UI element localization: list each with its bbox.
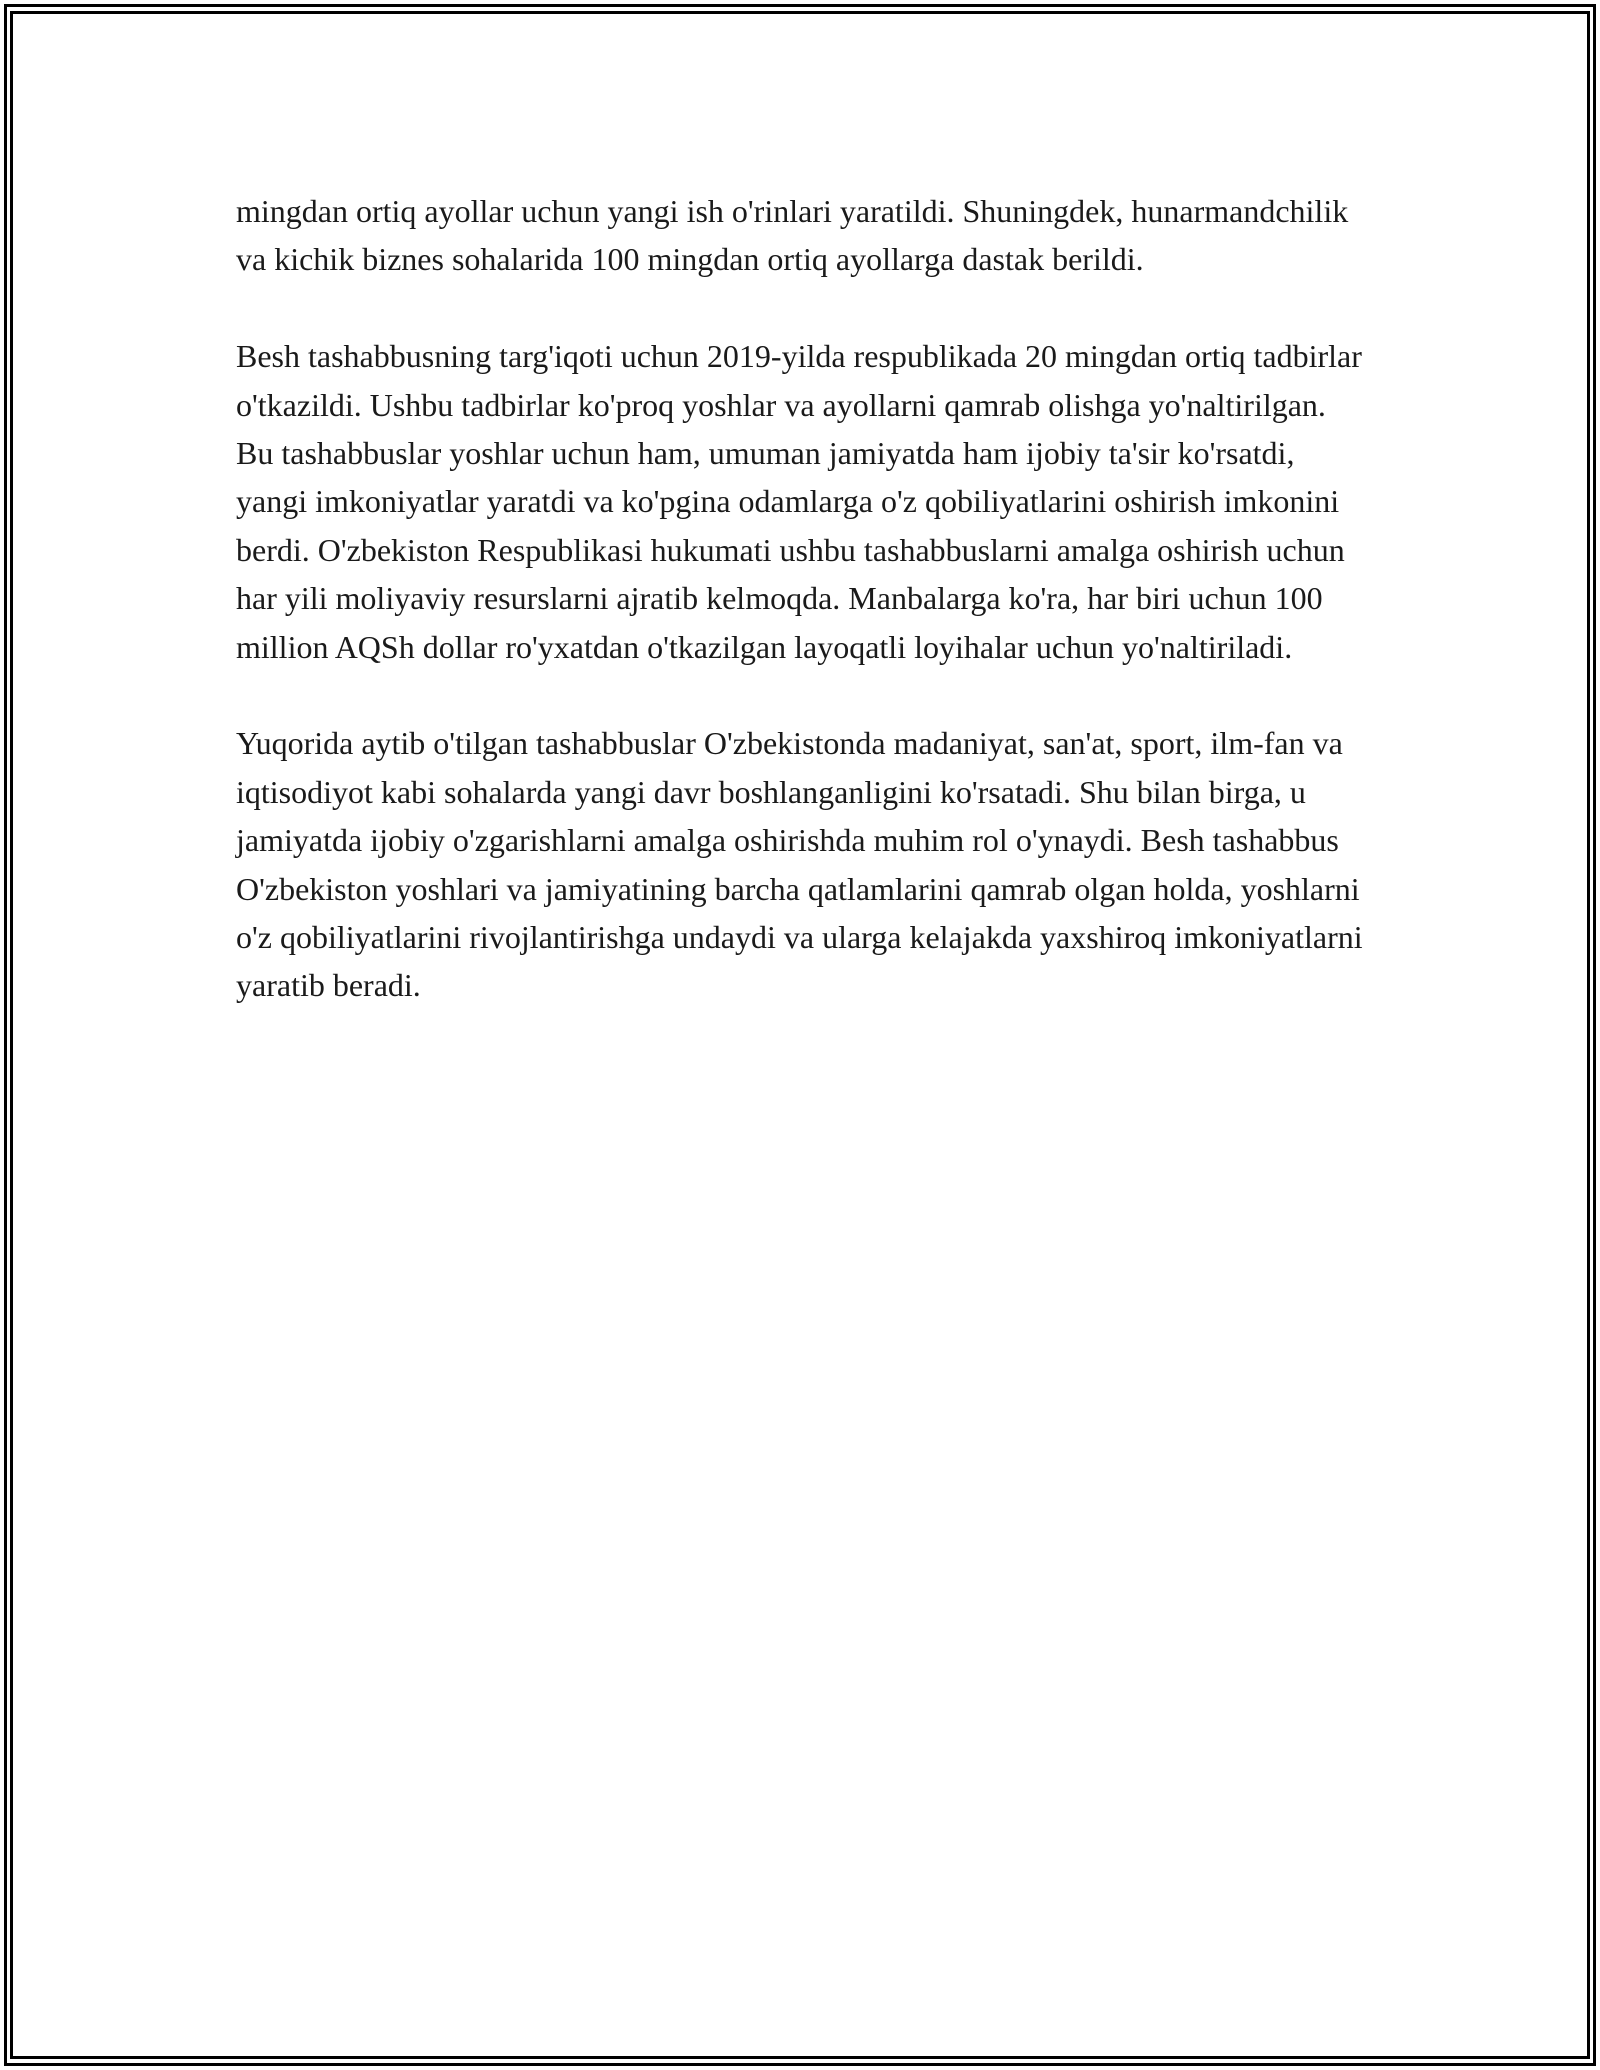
paragraph: mingdan ortiq ayollar uchun yangi ish o'rinlari yaratildi. Shuningdek, hunarmandchilik va kichik biznes sohalarida 100 mingdan ortiq ayollarga dastak berildi.: [236, 193, 1349, 278]
paragraph: Besh tashabbusning targ'iqoti uchun 2019-yilda respublikada 20 mingdan ortiq tadbirlar o'tkazildi. Ushbu tadbirlar ko'proq yoshlar va ayollarni qamrab olishga yo'naltirilgan. Bu tashabbuslar yoshlar uchun ham, umuman jamiyatda ham ijobiy ta'sir ko'rsatdi, yangi imkoniyatlar yaratdi va ko'pgina odamlarga o'z qobiliyatlarini oshirish imkonini berdi. O'zbekiston Respublikasi hukumati ushbu tashabbuslarni amalga oshirish uchun har yili moliyaviy resurslarni ajratib kelmoqda. Manbalarga ko'ra, har biri uchun 100 million AQSh dollar ro'yxatdan o'tkazilgan layoqatli loyihalar uchun yo'naltiriladi.: [236, 338, 1362, 665]
document-body: [236, 187, 1366, 1058]
paragraph: Yuqorida aytib o'tilgan tashabbuslar O'zbekistonda madaniyat, san'at, sport, ilm-fan va iqtisodiyot kabi sohalarda yangi davr boshlanganligini ko'rsatadi. Shu bilan birga, u jamiyatda ijobiy o'zgarishlarni amalga oshirishda muhim rol o'ynaydi. Besh tashabbus O'zbekiston yoshlari va jamiyatining barcha qatlamlarini qamrab olgan holda, yoshlarni o'z qobiliyatlarini rivojlantirishga undaydi va ularga kelajakda yaxshiroq imkoniyatlarni yaratib beradi.: [236, 725, 1363, 1004]
